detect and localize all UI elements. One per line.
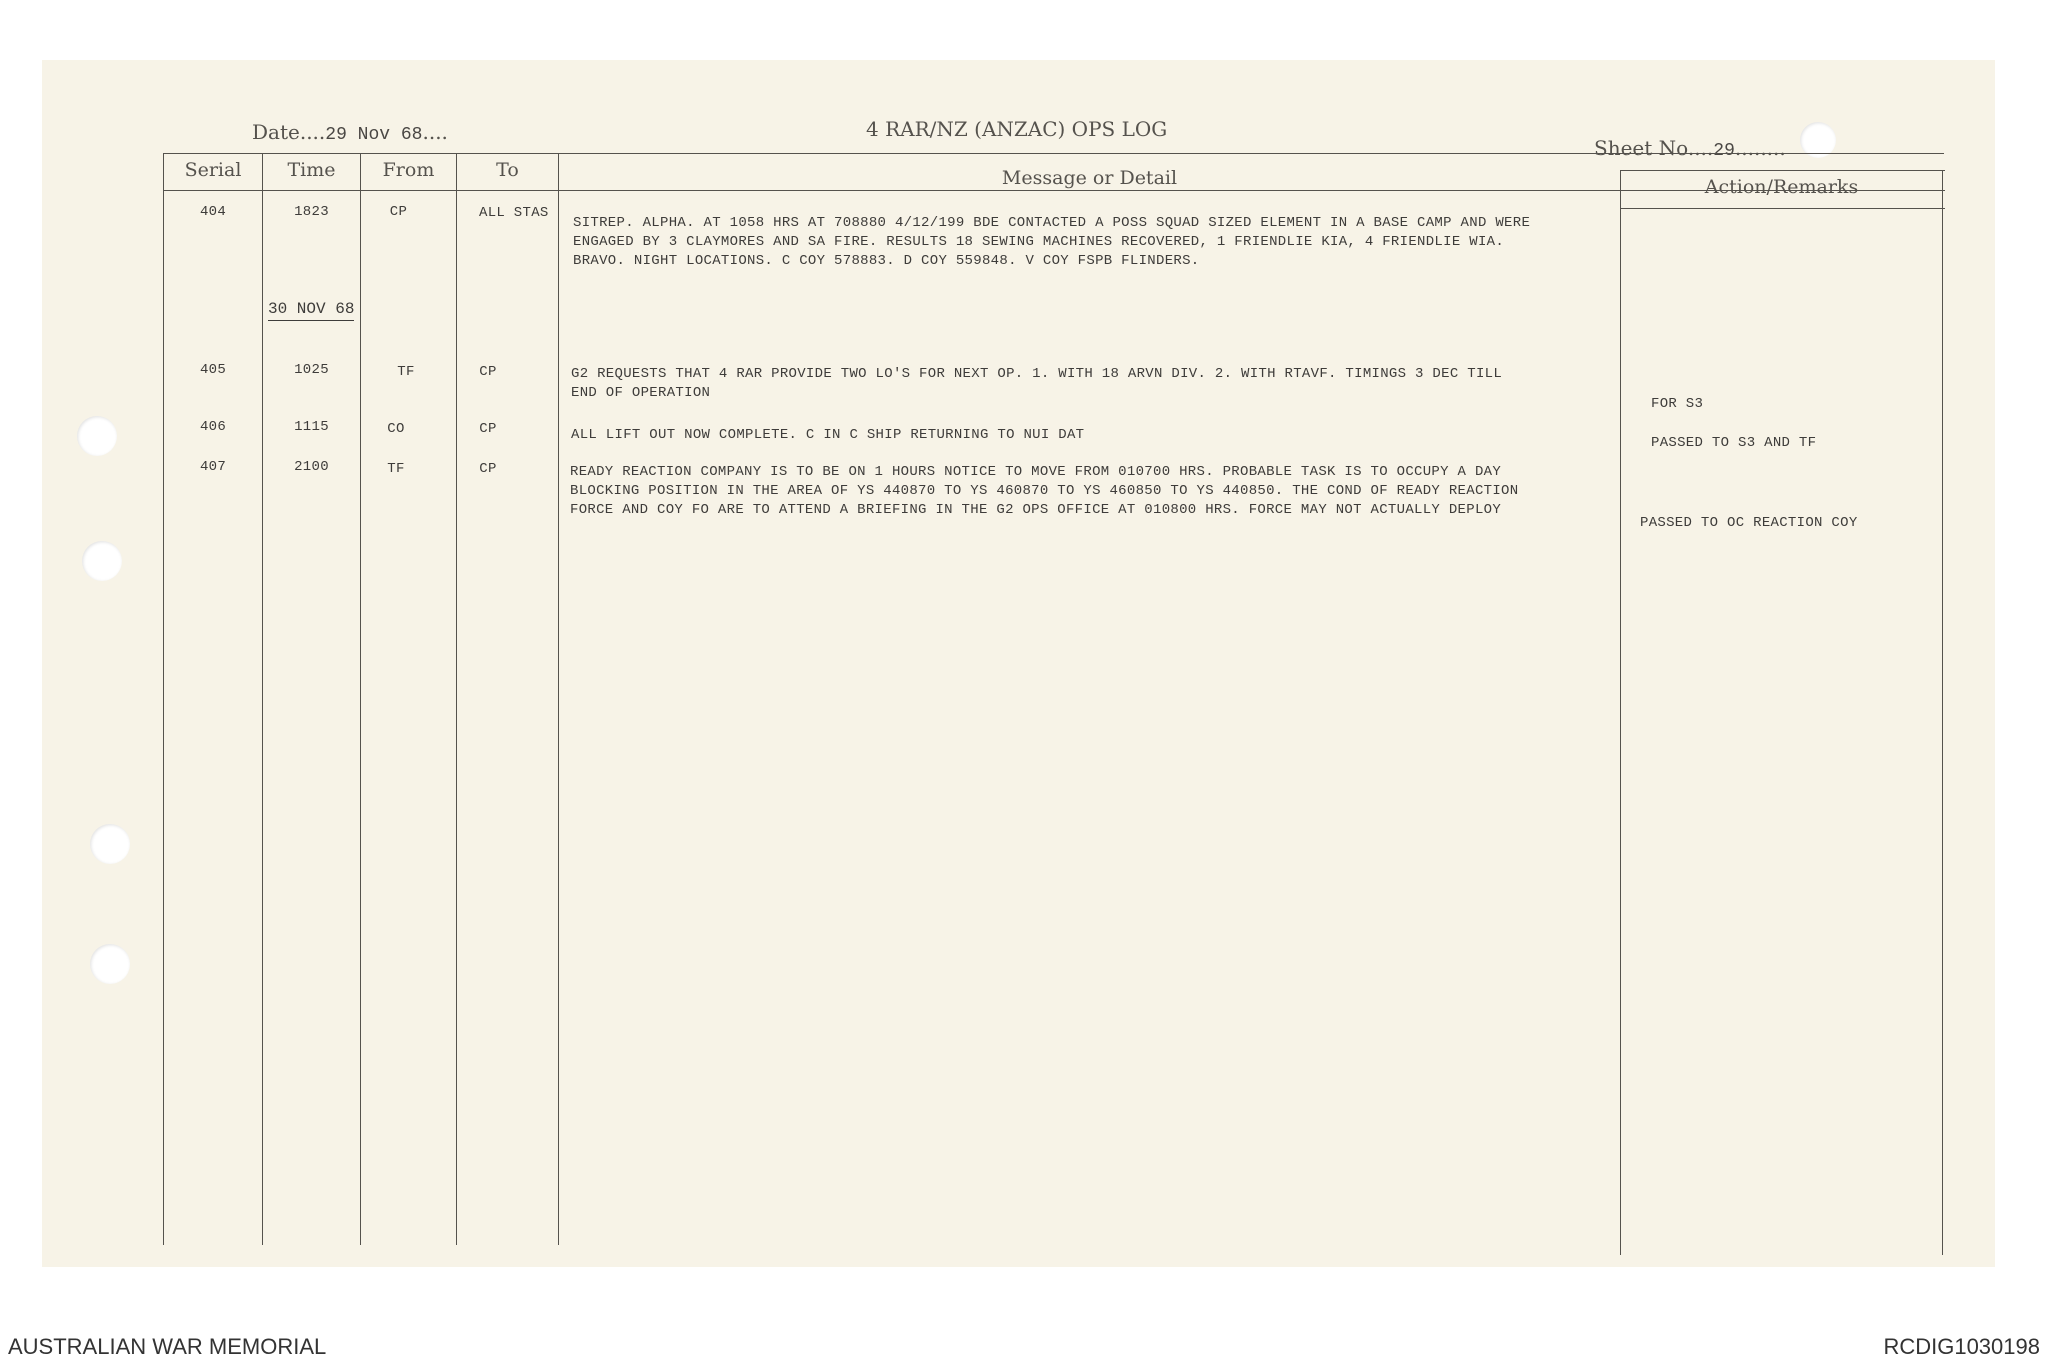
col-header-action: Action/Remarks [1704, 176, 1859, 198]
column-rule [558, 153, 559, 1245]
message-line: SITREP. ALPHA. AT 1058 HRS AT 708880 4/12/199 BDE CONTACTED A POSS SQUAD SIZED ELEMENT IN A BASE CAMP AND WERE [573, 215, 1531, 231]
punch-hole [90, 944, 130, 984]
col-header-from: From [382, 159, 435, 181]
serial-cell: 406 [199, 419, 227, 435]
message-line: BRAVO. NIGHT LOCATIONS. C COY 578883. D COY 559848. V COY FSPB FLINDERS. [573, 253, 1200, 269]
date-value: 29 Nov 68 [325, 125, 423, 145]
to-cell: CP [479, 461, 497, 477]
serial-cell: 404 [199, 204, 227, 220]
time-cell: 1823 [294, 204, 329, 220]
punch-hole [77, 416, 117, 456]
table-top-rule [164, 153, 1944, 154]
message-line: FORCE AND COY FO ARE TO ATTEND A BRIEFING IN THE G2 OPS OFFICE AT 010800 HRS. FORCE MAY NOT ACTUALLY DEPLOY [570, 502, 1502, 518]
action-header-rule [1620, 208, 1945, 209]
from-cell: CO [387, 421, 405, 437]
serial-cell: 407 [199, 459, 227, 475]
action-cell: PASSED TO OC REACTION COY [1640, 515, 1858, 531]
punch-hole [82, 541, 122, 581]
date-field [252, 120, 448, 145]
to-cell: CP [479, 364, 497, 380]
action-cell: PASSED TO S3 AND TF [1651, 435, 1817, 451]
col-header-serial: Serial [184, 159, 242, 181]
message-line: BLOCKING POSITION IN THE AREA OF YS 440870 TO YS 460870 TO YS 460850 TO YS 440850. THE COND OF READY REACTION [570, 483, 1519, 499]
column-rule [456, 153, 457, 1245]
message-line: ENGAGED BY 3 CLAYMORES AND SA FIRE. RESULTS 18 SEWING MACHINES RECOVERED, 1 FRIENDLIE KIA, 4 FRIENDLIE WIA. [573, 234, 1505, 250]
date-separator: 30 NOV 68 [268, 300, 354, 321]
from-cell: TF [387, 461, 405, 477]
sheet-value: 29 [1713, 141, 1735, 161]
to-cell: ALL STAS [479, 205, 549, 221]
date-trail: .... [422, 120, 448, 144]
sheet-trail: ........ [1734, 136, 1786, 160]
message-cell [571, 365, 1502, 403]
footer-source: AUSTRALIAN WAR MEMORIAL [8, 1334, 327, 1359]
message-cell [573, 214, 1530, 271]
col-header-to: To [496, 159, 519, 181]
column-rule [1620, 170, 1621, 1255]
date-label: Date.... [252, 120, 326, 144]
column-rule [262, 153, 263, 1245]
column-rule [360, 153, 361, 1245]
column-rule [163, 153, 164, 1245]
col-header-time: Time [287, 159, 336, 181]
log-title: 4 RAR/NZ (ANZAC) OPS LOG [866, 117, 1168, 141]
message-line: READY REACTION COMPANY IS TO BE ON 1 HOURS NOTICE TO MOVE FROM 010700 HRS. PROBABLE TASK IS TO OCCUPY A DAY [570, 464, 1502, 480]
sheet-label: Sheet No.... [1594, 136, 1714, 160]
punch-hole [90, 824, 130, 864]
action-top-rule [1620, 170, 1945, 171]
footer-identifier: RCDIG1030198 [1883, 1334, 2040, 1359]
message-cell [570, 463, 1518, 520]
message-cell [571, 426, 1084, 445]
column-rule [1942, 170, 1943, 1255]
time-cell: 2100 [294, 459, 329, 475]
time-cell: 1025 [294, 362, 329, 378]
sheet-number-field [1594, 136, 1786, 161]
message-line: ALL LIFT OUT NOW COMPLETE. C IN C SHIP RETURNING TO NUI DAT [571, 427, 1085, 443]
from-cell: TF [397, 364, 415, 380]
message-line: G2 REQUESTS THAT 4 RAR PROVIDE TWO LO'S FOR NEXT OP. 1. WITH 18 ARVN DIV. 2. WITH RTAVF. TIMINGS 3 DEC TILL [571, 366, 1503, 382]
time-cell: 1115 [294, 419, 329, 435]
action-cell: FOR S3 [1651, 396, 1704, 412]
serial-cell: 405 [199, 362, 227, 378]
to-cell: CP [479, 421, 497, 437]
col-header-message: Message or Detail [1001, 167, 1178, 189]
message-line: END OF OPERATION [571, 385, 711, 401]
from-cell: CP [389, 204, 408, 220]
